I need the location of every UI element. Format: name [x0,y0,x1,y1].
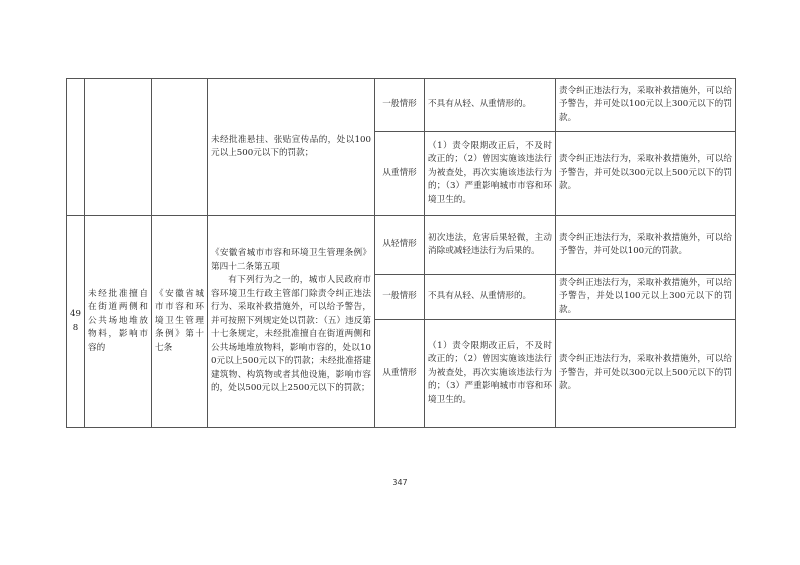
severity-level-cell: 一般情形 [375,275,425,320]
legal-basis-cell: 《安徽省城市市容和环境卫生管理条例》第十七条 [152,216,208,428]
penalty-standard-cell: 责令纠正违法行为，采取补救措施外，可以给予警告，并可处以100元的罚款。 [556,216,736,275]
penalty-standard-cell: 责令纠正违法行为，采取补救措施外，可以给予警告，并可处以100元以上300元以下的罚款。 [556,79,736,132]
penalty-standard-cell: 责令纠正违法行为，采取补救措施外，可以给予警告，并可处以300元以上500元以下的罚款。 [556,320,736,428]
penalty-clause-text: 有下列行为之一的，城市人民政府市容环境卫生行政主管部门除责令纠正违法行为、采取补救措施外，可以给予警告，并可按照下列规定处以罚款：（五）违反第十七条规定，未经批准擅自在街道两侧和公共场地堆放物料，影响市容的，处以100元以上500元以下的罚款；未经批准搭建建筑物、构筑物或者其他设施，影响市容的，处以500元以上2500元以下的罚款； [211,275,371,394]
severity-level-cell: 从重情形 [375,132,425,216]
penalty-clause-text: 未经批准悬挂、张贴宣传品的，处以100元以上500元以下的罚款； [211,134,371,158]
penalty-clause-cell [208,79,375,216]
page-number: 347 [392,478,408,487]
circumstance-cell: 不具有从轻、从重情形的。 [425,275,556,320]
penalty-clause-cell [208,216,375,428]
circumstance-cell: （1）责令限期改正后，不及时改正的；（2）曾因实施该违法行为被查处，再次实施该违法行为的；（3）严重影响城市市容和环境卫生的。 [425,132,556,216]
circumstance-cell: 初次违法，危害后果轻微，主动消除或减轻违法行为后果的。 [425,216,556,275]
violation-cell: 未经批准擅自在街道两侧和公共场地堆放物料，影响市容的 [85,216,152,428]
severity-level-cell: 一般情形 [375,79,425,132]
legal-basis-cell [152,79,208,216]
severity-level-cell: 从轻情形 [375,216,425,275]
table-row [67,79,736,132]
circumstance-cell: 不具有从轻、从重情形的。 [425,79,556,132]
circumstance-cell: （1）责令限期改正后，不及时改正的；（2）曾因实施该违法行为被查处，再次实施该违法行为的；（3）严重影响城市市容和环境卫生的。 [425,320,556,428]
item-number-cell [67,79,85,216]
table-row [67,216,736,275]
severity-level-cell: 从重情形 [375,320,425,428]
penalty-clause-title: 《安徽省城市市容和环境卫生管理条例》第四十二条第五项 [211,248,371,272]
item-number-cell: 498 [67,216,85,428]
penalty-standards-table [66,78,736,428]
penalty-standard-cell: 责令纠正违法行为，采取补救措施外，可以给予警告，并处以100元以上300元以下的罚款。 [556,275,736,320]
penalty-standard-cell: 责令纠正违法行为，采取补救措施外，可以给予警告，并可处以300元以上500元以下的罚款。 [556,132,736,216]
violation-cell [85,79,152,216]
